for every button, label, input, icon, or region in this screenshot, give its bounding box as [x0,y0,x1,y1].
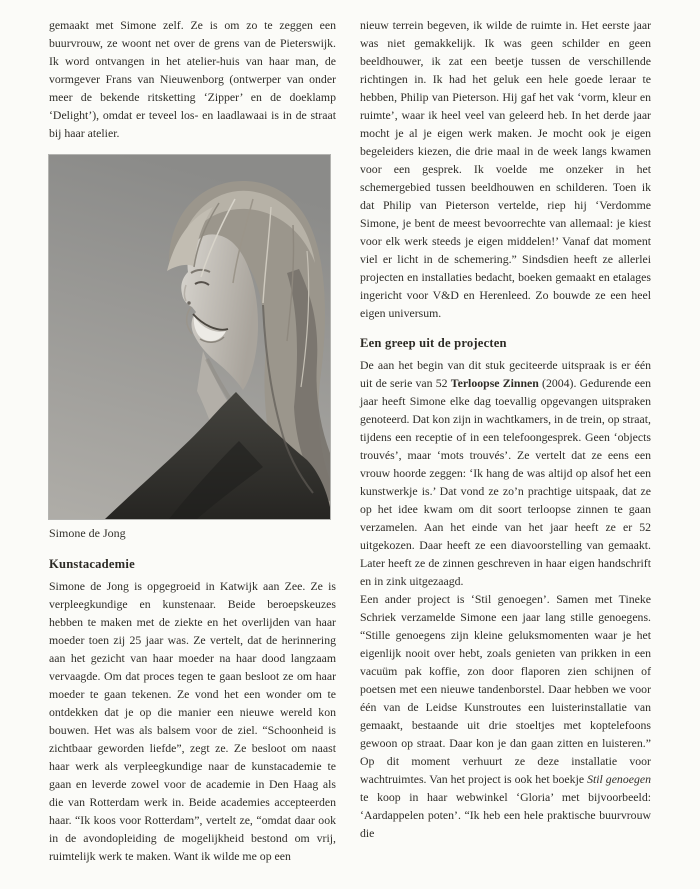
photo-caption: Simone de Jong [49,526,126,540]
section-heading-projecten: Een greep uit de projecten [360,336,507,350]
portrait-photo [49,155,330,519]
academy-years-paragraph: nieuw terrein begeven, ik wilde de ruimte in. Het eerste jaar was niet gemakkelijk. Ik was geen schilder en geen beeldhouwer, ik zat een beetje tussen de verschillende richtingen in. Ik had het geluk een hele goede leraar te hebben, Philip van Pieterson. Hij gaf het vak ‘vorm, kleur en ruimte’, waar ik heel veel van geleerd heb. In het derde jaar mocht je al je eigen werk maken. Je mocht ook je eigen begeleiders kiezen, die drie maal in de week langs kwamen voor een gesprek. Ik voelde me onzeker in het schemergebied tussen beeldhouwen en schilderen. Toen ik dat Philip van Pieterson vertelde, riep hij ‘Verdomme Simone, je bent de meest bevoorrechte van allemaal: je kiest voor elk werk steeds je eigen middelen!’ Vanaf dat moment viel er licht in de schemering.” Sindsdien heeft ze allerlei projecten en installaties bedacht, boeken gemaakt en etalages ingericht voor V&D en Herenleed. Zo bouwde ze een heel eigen universum. [360,18,651,320]
left-column [49,16,336,865]
intro-paragraph: gemaakt met Simone zelf. Ze is om zo te zeggen een buurvrouw, ze woont net over de grens van de Pieterswijk. Ik word ontvangen in het atelier-huis van haar man, de vormgever Frans van Nieuwenborg (ontwerper van onder meer de bekende ritsketting ‘Zipper’ en de doeklamp ‘Delight’), omdat er teveel los- en laadlawaai is in de straat bij haar atelier. [49,18,336,140]
stil-genoegen-paragraph: Een ander project is ‘Stil genoegen’. Samen met Tineke Schriek verzamelde Simone een jaar lang stille genoegens. “Stille genoegens zijn kleine geluksmomenten waar je het eigenlijk nooit over hebt, zoals genieten van prikken in een vacuüm pak koffie, zon door flaporen zien schijnen of poetsen met een nieuwe tandenborstel. Daar hebben we voor één van de Leidse Kunstroutes een luisterinstallatie van gemaakt, bestaande uit drie stoeltjes met koptelefoons gewoon op straat. Daar kon je dan gaan zitten en luisteren.” Op dit moment verhuurt ze deze installatie voor wachtruimtes. Van het project is ook het boekje Stil genoegen te koop in haar webwinkel ‘Gloria’ met bijvoorbeeld: ‘Aardappelen poten’. “Ik heb een hele praktische buurvrouw die [360,592,651,840]
section-heading-kunstacademie: Kunstacademie [49,557,135,571]
right-column [360,16,651,865]
kunstacademie-paragraph: Simone de Jong is opgegroeid in Katwijk aan Zee. Ze is verpleegkundige en kunstenaar. Beide beroepskeuzes hebben te maken met de ziekte en het overlijden van haar moeder toen zij 25 jaar was. Ze vertelt, dat de herinnering aan het gezicht van haar moeder na haar dood langzaam vervaagde. Om dat proces tegen te gaan besloot ze om haar moeder te gaan tekenen. Ze vond het een wonder om te ontdekken dat je op die manier een nieuwe wereld kon bouwen. Het was als balsem voor de ziel. “Schoonheid is zichtbaar geworden liefde”, zegt ze. Ze besloot om naast haar werk als verpleegkundige naar de kunstacademie te gaan en leverde zowel voor de academie in Den Haag als die van Rotterdam werk in. Beide academies accepteerden haar. “Ik koos voor Rotterdam”, vertelt ze, “omdat daar ook in de avondopleiding de mogelijkheid bestond om vrij, ruimtelijk werk te maken. Want ik wilde me op een [49,579,336,863]
photo-figure [49,155,336,541]
terloopse-zinnen-paragraph: De aan het begin van dit stuk geciteerde uitspraak is er één uit de serie van 52 Terloopse Zinnen (2004). Gedurende een jaar heeft Simone elke dag toevallig opgevangen uitspraken genoteerd. Dat kon zijn in wachtkamers, in de trein, op straat, tijdens een receptie of in een telefoongesprek. Geen ‘objects trouvés’, maar ‘mots trouvés’. Ze vertelt dat ze eens een vrouw hoorde zeggen: ‘Ik hang de was altijd op alsof het een kunstwerkje is.’ Dat vond ze zo’n prachtige uitspaak, dat ze op het idee kwam om dit soort terloopse zinnen te gaan verzamelen. Aan het einde van het jaar heeft ze er 52 uitgekozen. Daar heeft ze een diavoorstelling van gemaakt. Later heeft ze de zinnen geschreven in haar eigen handschrift en in zink uitgezaagd. [360,358,651,588]
nostril [187,301,190,304]
